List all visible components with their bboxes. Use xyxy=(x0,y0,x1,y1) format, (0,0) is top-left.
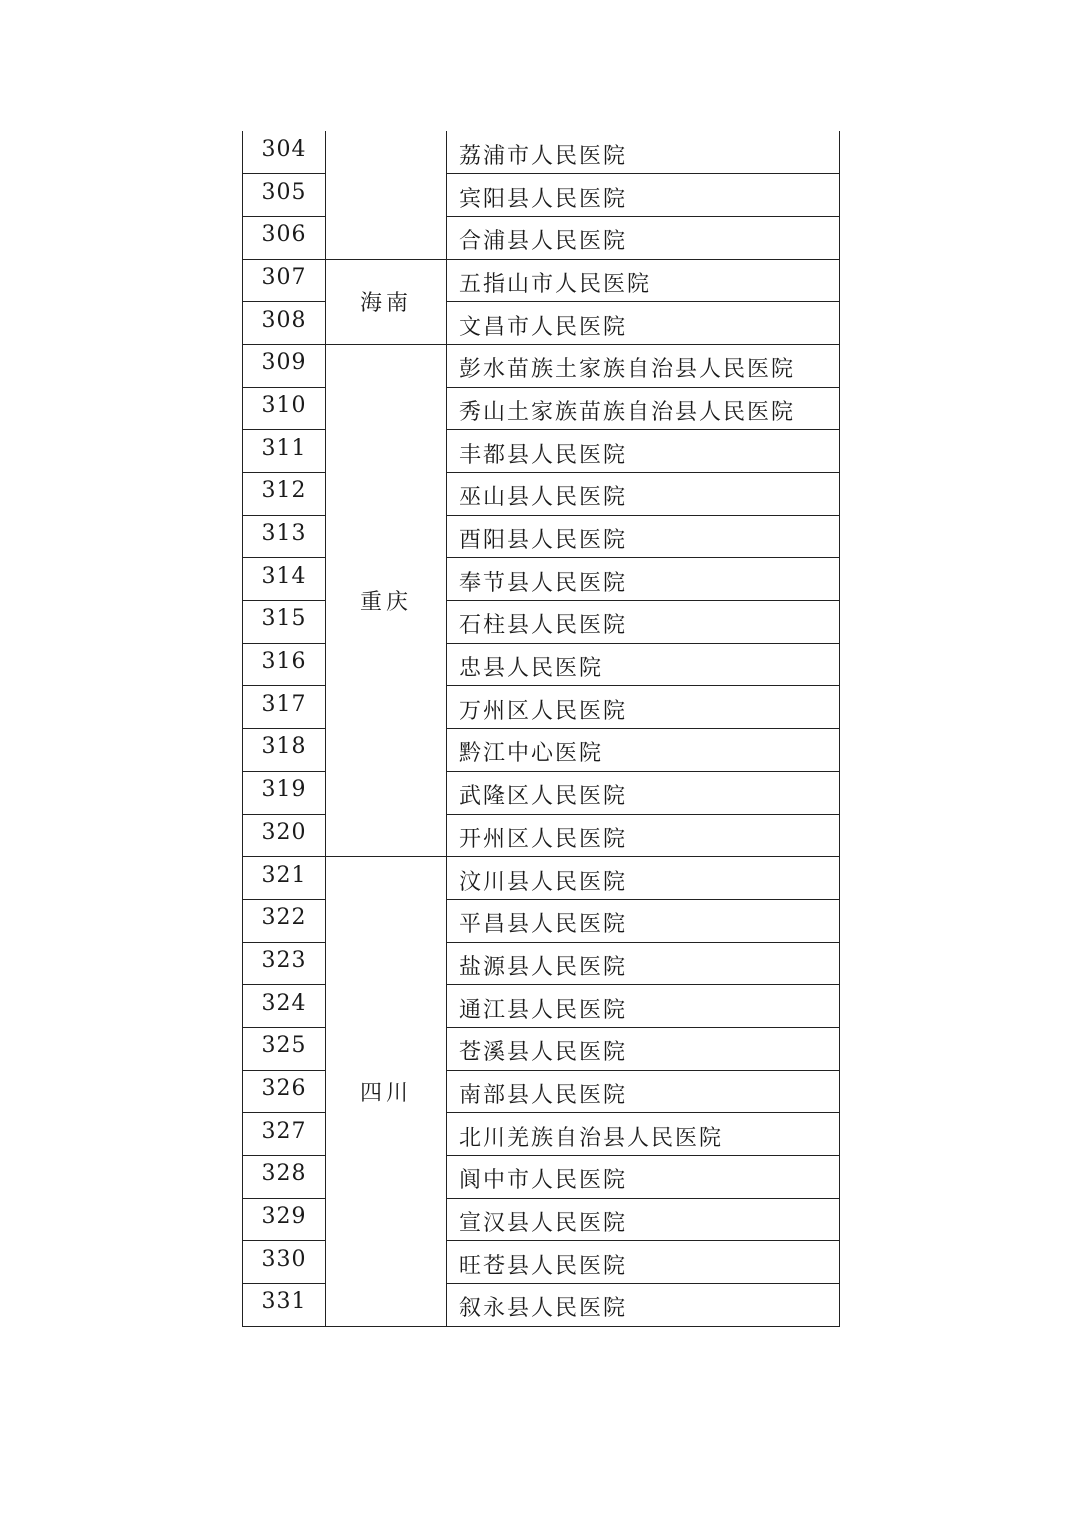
table-body xyxy=(243,131,840,1326)
row-number-text: 331 xyxy=(261,1289,307,1315)
hospital-name: 秀山土家族苗族自治县人民医院 xyxy=(459,399,796,425)
hospital-name-cell xyxy=(447,686,840,729)
hospital-name: 忠县人民医院 xyxy=(459,656,604,682)
hospital-name-cell xyxy=(447,216,840,259)
row-number xyxy=(243,1113,326,1156)
hospital-name-cell xyxy=(447,985,840,1028)
hospital-name-cell xyxy=(447,1156,840,1199)
row-number xyxy=(243,643,326,686)
hospital-name-cell xyxy=(447,515,840,558)
hospital-name: 合浦县人民医院 xyxy=(459,229,628,255)
row-number xyxy=(243,216,326,259)
row-number xyxy=(243,771,326,814)
row-number xyxy=(243,686,326,729)
hospital-list-table xyxy=(242,131,840,1327)
row-number xyxy=(243,259,326,302)
hospital-name: 巫山县人民医院 xyxy=(459,485,628,511)
hospital-name: 叙永县人民医院 xyxy=(459,1296,628,1322)
row-number xyxy=(243,473,326,516)
hospital-name-cell xyxy=(447,814,840,857)
hospital-name: 奉节县人民医院 xyxy=(459,570,628,596)
row-number-text: 310 xyxy=(261,392,307,418)
row-number-text: 304 xyxy=(261,136,307,162)
row-number-text: 317 xyxy=(261,691,307,717)
hospital-name-cell xyxy=(447,1284,840,1327)
hospital-name: 万州区人民医院 xyxy=(459,698,628,724)
row-number xyxy=(243,174,326,217)
hospital-name: 旺苍县人民医院 xyxy=(459,1253,628,1279)
region-cell: 四川 xyxy=(326,857,447,1327)
table-row xyxy=(243,344,840,387)
hospital-name: 五指山市人民医院 xyxy=(459,271,652,297)
row-number xyxy=(243,857,326,900)
row-number-text: 322 xyxy=(261,905,307,931)
hospital-name: 通江县人民医院 xyxy=(459,997,628,1023)
row-number xyxy=(243,131,326,174)
row-number-text: 314 xyxy=(261,563,307,589)
row-number-text: 306 xyxy=(261,222,307,248)
hospital-name: 盐源县人民医院 xyxy=(459,954,628,980)
hospital-name: 宾阳县人民医院 xyxy=(459,186,628,212)
row-number xyxy=(243,1156,326,1199)
hospital-name: 彭水苗族土家族自治县人民医院 xyxy=(459,357,796,383)
hospital-name: 平昌县人民医院 xyxy=(459,912,628,938)
hospital-name: 文昌市人民医院 xyxy=(459,314,628,340)
hospital-name-cell xyxy=(447,174,840,217)
row-number xyxy=(243,1241,326,1284)
row-number-text: 309 xyxy=(261,350,307,376)
hospital-name: 南部县人民医院 xyxy=(459,1082,628,1108)
hospital-name: 北川羌族自治县人民医院 xyxy=(459,1125,724,1151)
row-number-text: 328 xyxy=(261,1161,307,1187)
hospital-name-cell xyxy=(447,558,840,601)
hospital-name: 阆中市人民医院 xyxy=(459,1168,628,1194)
row-number-text: 311 xyxy=(261,435,307,461)
row-number xyxy=(243,344,326,387)
hospital-name: 荔浦市人民医院 xyxy=(459,143,628,169)
row-number-text: 313 xyxy=(261,521,307,547)
hospital-name: 黔江中心医院 xyxy=(459,741,604,767)
row-number xyxy=(243,1198,326,1241)
hospital-name-cell xyxy=(447,1198,840,1241)
hospital-name-cell xyxy=(447,344,840,387)
row-number xyxy=(243,601,326,644)
table-row xyxy=(243,131,840,174)
hospital-name-cell xyxy=(447,771,840,814)
row-number-text: 327 xyxy=(261,1118,307,1144)
hospital-name-cell xyxy=(447,942,840,985)
hospital-name: 武隆区人民医院 xyxy=(459,784,628,810)
row-number-text: 305 xyxy=(261,179,307,205)
hospital-name-cell xyxy=(447,899,840,942)
table-row xyxy=(243,259,840,302)
table-row xyxy=(243,857,840,900)
row-number xyxy=(243,899,326,942)
row-number xyxy=(243,515,326,558)
row-number xyxy=(243,1027,326,1070)
row-number xyxy=(243,985,326,1028)
row-number-text: 330 xyxy=(261,1246,307,1272)
hospital-name: 丰都县人民医院 xyxy=(459,442,628,468)
row-number-text: 324 xyxy=(261,990,307,1016)
hospital-name-cell xyxy=(447,387,840,430)
region-cell: 重庆 xyxy=(326,344,447,856)
hospital-name-cell xyxy=(447,601,840,644)
hospital-name: 酉阳县人民医院 xyxy=(459,528,628,554)
row-number xyxy=(243,1284,326,1327)
row-number xyxy=(243,387,326,430)
row-number-text: 320 xyxy=(261,819,307,845)
hospital-name-cell xyxy=(447,430,840,473)
hospital-name-cell xyxy=(447,1070,840,1113)
hospital-name-cell xyxy=(447,1241,840,1284)
row-number xyxy=(243,814,326,857)
row-number xyxy=(243,1070,326,1113)
hospital-name-cell xyxy=(447,857,840,900)
row-number-text: 323 xyxy=(261,947,307,973)
hospital-name: 宣汉县人民医院 xyxy=(459,1211,628,1237)
row-number-text: 325 xyxy=(261,1033,307,1059)
row-number xyxy=(243,302,326,345)
row-number-text: 312 xyxy=(261,478,307,504)
row-number xyxy=(243,430,326,473)
row-number-text: 326 xyxy=(261,1075,307,1101)
row-number-text: 316 xyxy=(261,649,307,675)
row-number xyxy=(243,729,326,772)
hospital-name-cell xyxy=(447,1027,840,1070)
hospital-name-cell xyxy=(447,302,840,345)
hospital-name-cell xyxy=(447,131,840,174)
row-number-text: 329 xyxy=(261,1204,307,1230)
row-number-text: 307 xyxy=(261,264,307,290)
hospital-name-cell xyxy=(447,1113,840,1156)
hospital-name-cell xyxy=(447,259,840,302)
row-number-text: 308 xyxy=(261,307,307,333)
row-number xyxy=(243,942,326,985)
row-number-text: 315 xyxy=(261,606,307,632)
hospital-name-cell xyxy=(447,643,840,686)
row-number-text: 318 xyxy=(261,734,307,760)
hospital-name: 汶川县人民医院 xyxy=(459,869,628,895)
hospital-name: 苍溪县人民医院 xyxy=(459,1040,628,1066)
region-cell: 海南 xyxy=(326,259,447,344)
hospital-name-cell xyxy=(447,729,840,772)
region-cell xyxy=(326,131,447,259)
row-number-text: 321 xyxy=(261,862,307,888)
hospital-name-cell xyxy=(447,473,840,516)
row-number-text: 319 xyxy=(261,777,307,803)
row-number xyxy=(243,558,326,601)
hospital-name: 石柱县人民医院 xyxy=(459,613,628,639)
hospital-name: 开州区人民医院 xyxy=(459,826,628,852)
